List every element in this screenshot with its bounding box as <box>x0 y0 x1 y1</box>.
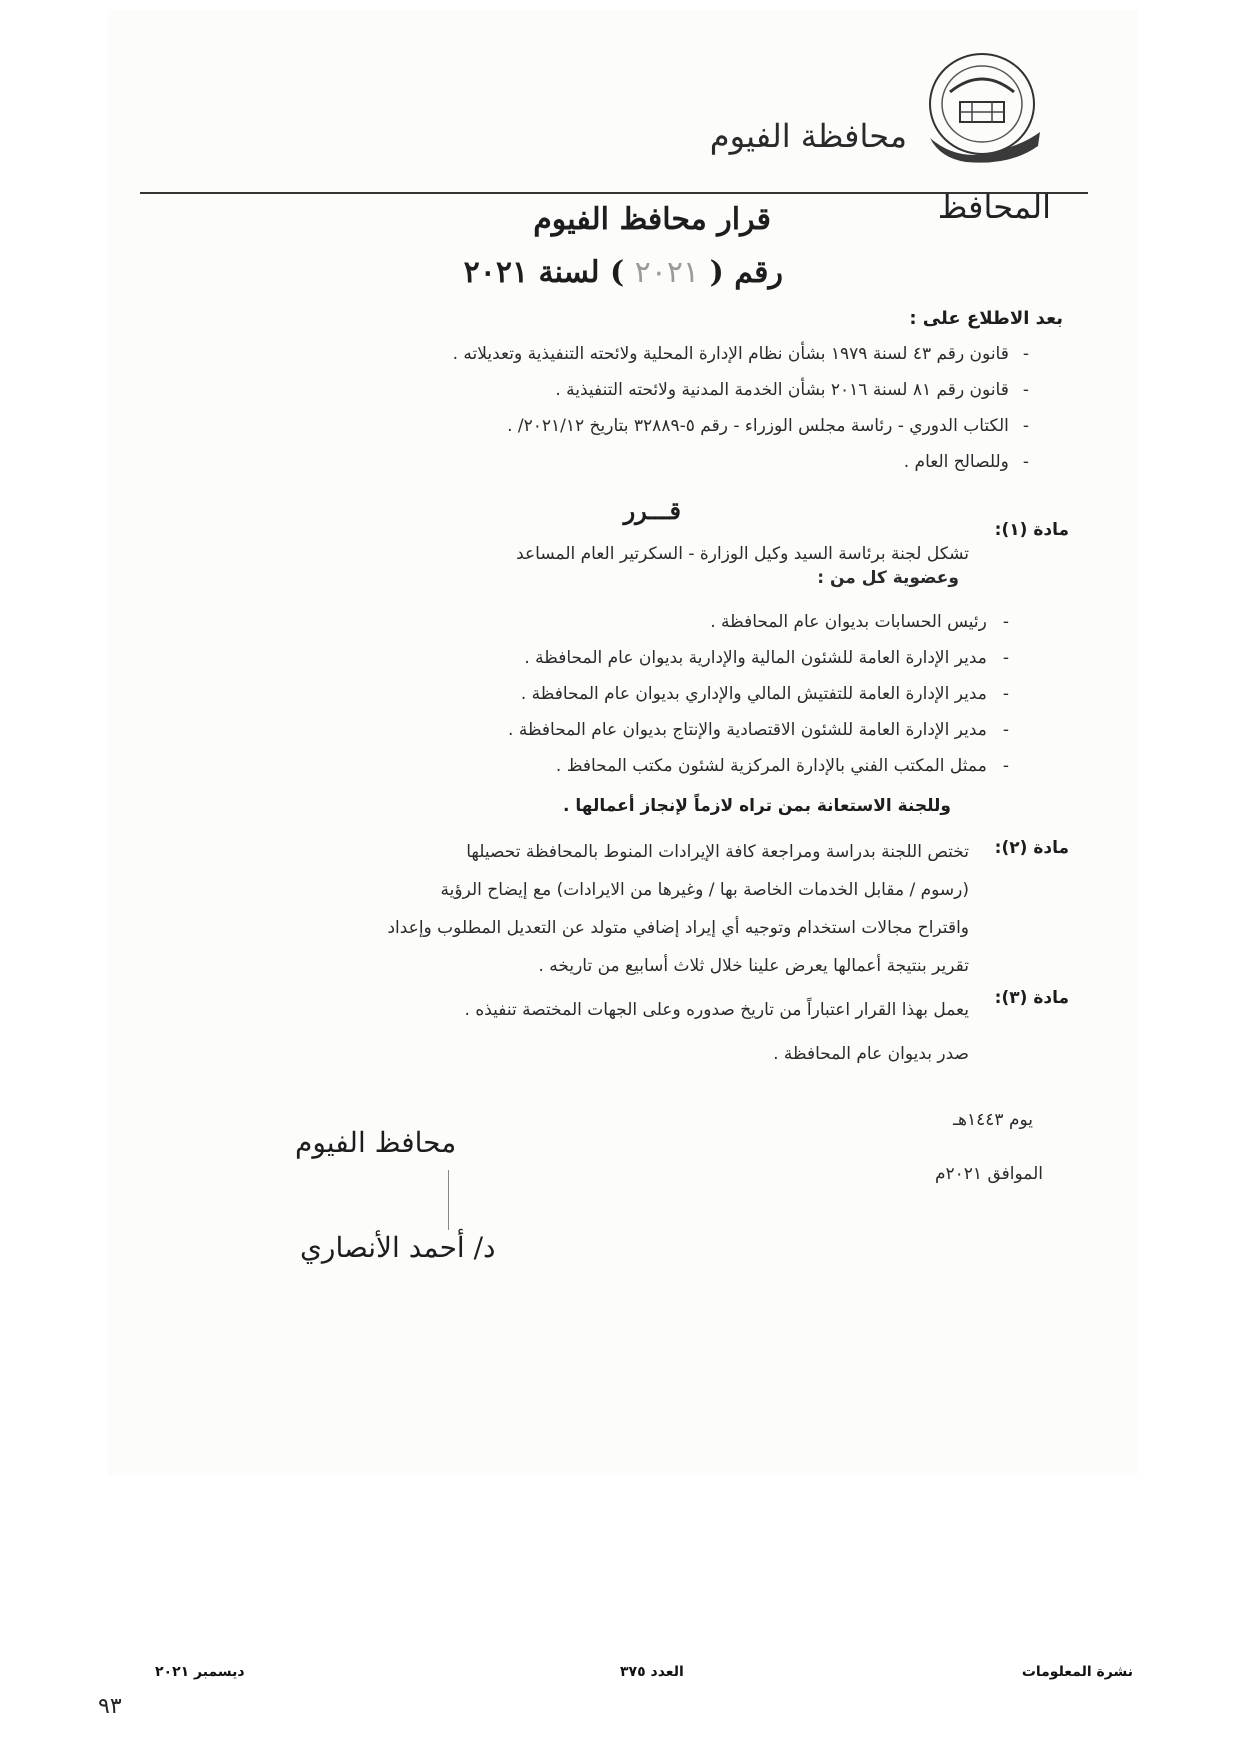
decree-number-value: ٢٠٢١ <box>634 255 700 290</box>
preamble-item: -قانون رقم ٨١ لسنة ٢٠١٦ بشأن الخدمة المدنية ولائحته التنفيذية . <box>555 380 1029 400</box>
governorate-name: محافظة الفيوم <box>709 117 907 155</box>
signature-stroke <box>448 1170 449 1230</box>
article-1-line: تشكل لجنة برئاسة السيد وكيل الوزارة - السكرتير العام المساعد <box>516 544 969 564</box>
decides-heading: قـــرر <box>623 496 681 525</box>
committee-member: -ممثل المكتب الفني بالإدارة المركزية لشئون مكتب المحافظ . <box>555 756 1009 776</box>
hijri-date: يوم ١٤٤٣هـ <box>953 1110 1033 1130</box>
article-2-label: مادة (٢): <box>994 838 1069 858</box>
gregorian-date: الموافق ٢٠٢١م <box>934 1164 1043 1184</box>
footer-publication: نشرة المعلومات <box>1021 1664 1133 1680</box>
issued-statement: صدر بديوان عام المحافظة . <box>773 1044 969 1064</box>
article-1-label: مادة (١): <box>994 520 1069 540</box>
committee-member: -مدير الإدارة العامة للشئون المالية والإدارية بديوان عام المحافظة . <box>524 648 1009 668</box>
signature-title: محافظ الفيوم <box>295 1126 457 1159</box>
committee-member: -رئيس الحسابات بديوان عام المحافظة . <box>710 612 1009 632</box>
preamble-item: -الكتاب الدوري - رئاسة مجلس الوزراء - رقم ٥-٣٢٨٨٩ بتاريخ ٢٠٢١/١٢/ . <box>507 416 1029 436</box>
article-2-line: (رسوم / مقابل الخدمات الخاصة بها / وغيرها من الايرادات) مع إيضاح الرؤية <box>440 880 969 900</box>
footer-month: ديسمبر ٢٠٢١ <box>155 1664 245 1680</box>
preamble-heading: بعد الاطلاع على : <box>909 308 1063 329</box>
decree-number <box>464 255 783 290</box>
article-2-line: واقتراح مجالات استخدام وتوجيه أي إيراد إضافي متولد عن التعديل المطلوب وإعداد <box>387 918 969 938</box>
article-3-line: يعمل بهذا القرار اعتباراً من تاريخ صدوره وعلى الجهات المختصة تنفيذه . <box>464 1000 969 1020</box>
committee-member: -مدير الإدارة العامة للتفتيش المالي والإداري بديوان عام المحافظة . <box>520 684 1009 704</box>
decree-number-prefix: رقم ( <box>709 255 783 290</box>
article-1-line: وعضوية كل من : <box>817 568 959 588</box>
governor-label: المحافظ <box>937 188 1051 226</box>
page-number: ٩٣ <box>98 1694 122 1719</box>
preamble-item: -قانون رقم ٤٣ لسنة ١٩٧٩ بشأن نظام الإدارة المحلية ولائحته التنفيذية وتعديلاته . <box>452 344 1029 364</box>
preamble-item: -وللصالح العام . <box>903 452 1029 472</box>
decree-number-suffix: ) لسنة ٢٠٢١ <box>463 255 625 290</box>
committee-member: -مدير الإدارة العامة للشئون الاقتصادية والإنتاج بديوان عام المحافظة . <box>508 720 1009 740</box>
governorate-seal-icon <box>920 46 1046 166</box>
signature-name: د/ أحمد الأنصاري <box>300 1231 496 1264</box>
decree-title: قرار محافظ الفيوم <box>533 202 771 237</box>
article-2-line: تختص اللجنة بدراسة ومراجعة كافة الإيرادات المنوط بالمحافظة تحصيلها <box>466 842 969 862</box>
committee-support: وللجنة الاستعانة بمن تراه لازماً لإنجاز أعمالها . <box>562 796 951 816</box>
article-2-line: تقرير بنتيجة أعمالها يعرض علينا خلال ثلاث أسابيع من تاريخه . <box>538 956 969 976</box>
article-3-label: مادة (٣): <box>994 988 1069 1008</box>
footer-issue: العدد ٣٧٥ <box>620 1664 684 1680</box>
